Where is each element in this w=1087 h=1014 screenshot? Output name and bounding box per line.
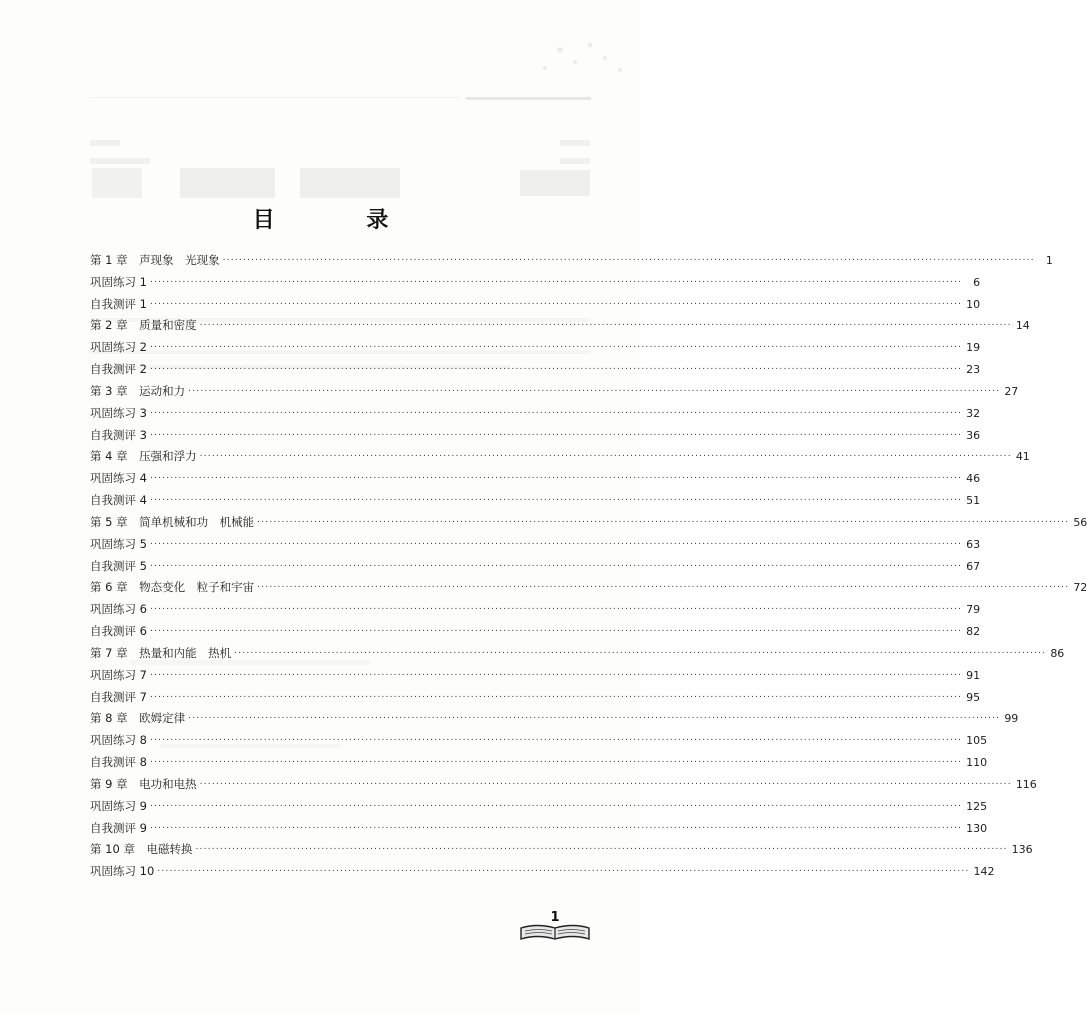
toc-entry-page: 36: [966, 428, 981, 442]
toc-entry: [90, 403, 981, 425]
dot-leader: ........................................................................................................................................................................................................: [149, 471, 963, 482]
dot-leader: ........................................................................................................................................................................................................: [188, 383, 1001, 394]
toc-entry: [90, 665, 981, 687]
toc-entry-page: 110: [966, 756, 988, 770]
dot-leader: ........................................................................................................................................................................................................: [149, 274, 963, 285]
toc-entry: [90, 643, 1065, 665]
toc-entry-title: 自我测评 5: [90, 558, 147, 573]
toc-entry-title: 自我测评 4: [90, 493, 147, 508]
toc-entry: [90, 687, 981, 709]
toc-entry-title: 巩固练习 6: [90, 602, 147, 617]
toc-entry-title: 自我测评 7: [90, 689, 147, 704]
dot-leader: ........................................................................................................................................................................................................: [199, 318, 1012, 329]
toc-entry-title: 第 7 章 热量和内能 热机: [90, 645, 232, 660]
toc-entry-page: 72: [1073, 581, 1087, 595]
toc-entry-page: 63: [966, 537, 981, 551]
dot-leader: ........................................................................................................................................................................................................: [257, 514, 1070, 525]
dot-leader: ........................................................................................................................................................................................................: [149, 296, 963, 307]
toc-entry: [90, 512, 1087, 534]
toc-entry: [90, 577, 1087, 599]
toc-entry-title: 自我测评 6: [90, 624, 147, 639]
toc-entry-title: 第 3 章 运动和力: [90, 383, 186, 398]
dot-leader: ........................................................................................................................................................................................................: [149, 798, 963, 809]
toc-entry: [90, 359, 981, 381]
toc-entry-title: 自我测评 3: [90, 427, 147, 442]
dot-leader: ........................................................................................................................................................................................................: [157, 864, 970, 875]
toc-entry: [90, 272, 981, 294]
toc-entry: [90, 490, 981, 512]
toc-entry-title: 第 8 章 欧姆定律: [90, 711, 186, 726]
dot-leader: ........................................................................................................................................................................................................: [149, 427, 963, 438]
dot-leader: ........................................................................................................................................................................................................: [149, 602, 963, 613]
page-title: 目 录: [252, 208, 431, 233]
open-book-icon: [519, 924, 591, 942]
toc-entry-page: 130: [966, 821, 988, 835]
toc-entry-page: 27: [1004, 384, 1019, 398]
toc-entry-page: 10: [966, 297, 981, 311]
dot-leader: ........................................................................................................................................................................................................: [199, 776, 1012, 787]
toc-entry-page: 19: [966, 341, 981, 355]
toc-entry-page: 67: [966, 559, 981, 573]
toc-entry-page: 23: [966, 363, 981, 377]
toc-entry: [90, 861, 995, 883]
toc-entry-title: 巩固练习 1: [90, 274, 147, 289]
toc-entry-title: 巩固练习 3: [90, 405, 147, 420]
toc-entry-title: 自我测评 9: [90, 820, 147, 835]
toc-entry-page: 51: [966, 494, 981, 508]
toc-entry-title: 第 1 章 声现象 光现象: [90, 253, 220, 267]
page-number-footer: [519, 910, 591, 940]
toc-entry: [90, 556, 981, 578]
toc-entry-title: 第 6 章 物态变化 粒子和宇宙: [90, 580, 255, 595]
dot-leader: ........................................................................................................................................................................................................: [257, 580, 1070, 591]
dot-leader: ........................................................................................................................................................................................................: [149, 536, 963, 547]
dot-leader: ........................................................................................................................................................................................................: [149, 624, 963, 635]
toc-entry: [90, 730, 988, 752]
toc-entry-page: 46: [966, 472, 981, 486]
toc-entry-page: 6: [973, 275, 981, 289]
toc-entry-page: 56: [1073, 515, 1087, 529]
toc-entry-page: 14: [1015, 319, 1030, 333]
dot-leader: ........................................................................................................................................................................................................: [149, 733, 963, 744]
toc-entry-page: 32: [966, 406, 981, 420]
dot-leader: ........................................................................................................................................................................................................: [149, 558, 963, 569]
dot-leader: ........................................................................................................................................................................................................: [195, 842, 1008, 853]
dot-leader: ........................................................................................................................................................................................................: [149, 362, 963, 373]
dot-leader: ........................................................................................................................................................................................................: [149, 689, 963, 700]
dot-leader: ........................................................................................................................................................................................................: [149, 493, 963, 504]
toc-entry-page: 1: [1045, 254, 1053, 267]
toc-entry-page: 99: [1004, 712, 1019, 726]
toc-entry: [90, 621, 981, 643]
toc-entry-title: 第 4 章 压强和浮力: [90, 449, 197, 464]
page-number: 1: [550, 910, 560, 925]
toc-entry-title: 自我测评 2: [90, 362, 147, 377]
toc-entry-page: 105: [966, 734, 988, 748]
toc-entry-title: 第 5 章 简单机械和功 机械能: [90, 514, 255, 529]
dot-leader: ........................................................................................................................................................................................................: [222, 253, 1035, 263]
toc-entry-page: 125: [966, 799, 988, 813]
toc-entry: [90, 381, 1019, 403]
toc-entry-page: 95: [966, 690, 981, 704]
toc-entry: [90, 839, 1033, 861]
toc-entry: [90, 250, 1053, 272]
toc-entry: [90, 468, 981, 490]
toc-entry: [90, 796, 988, 818]
toc-entry: [90, 752, 988, 774]
toc-entry-title: 自我测评 1: [90, 296, 147, 311]
toc-entry: [90, 315, 1030, 337]
toc-entry-title: 第 2 章 质量和密度: [90, 318, 197, 333]
toc-entry: [90, 294, 981, 316]
dot-leader: ........................................................................................................................................................................................................: [199, 449, 1012, 460]
toc-entry-page: 136: [1011, 843, 1033, 857]
toc-entry: [90, 337, 981, 359]
toc-entry-title: 巩固练习 5: [90, 536, 147, 551]
toc-entry-page: 82: [966, 625, 981, 639]
dot-leader: ........................................................................................................................................................................................................: [234, 645, 1047, 656]
toc-entry-title: 自我测评 8: [90, 755, 147, 770]
table-of-contents: [90, 250, 1087, 883]
toc-entry-title: 巩固练习 4: [90, 471, 147, 486]
toc-entry: [90, 818, 988, 840]
dot-leader: ........................................................................................................................................................................................................: [149, 405, 963, 416]
toc-entry-page: 86: [1050, 646, 1065, 660]
toc-entry-title: 巩固练习 10: [90, 864, 155, 879]
toc-entry-page: 79: [966, 603, 981, 617]
dot-leader: ........................................................................................................................................................................................................: [149, 755, 963, 766]
toc-entry: [90, 534, 981, 556]
toc-entry-title: 巩固练习 9: [90, 798, 147, 813]
toc-entry: [90, 774, 1037, 796]
toc-entry-page: 41: [1015, 450, 1030, 464]
toc-entry-page: 91: [966, 668, 981, 682]
toc-entry: [90, 708, 1019, 730]
toc-entry: [90, 425, 981, 447]
toc-entry-title: 巩固练习 8: [90, 733, 147, 748]
toc-entry-page: 142: [973, 865, 995, 879]
toc-entry: [90, 599, 981, 621]
dot-leader: ........................................................................................................................................................................................................: [149, 340, 963, 351]
toc-entry-title: 第 10 章 电磁转换: [90, 842, 193, 857]
dot-leader: ........................................................................................................................................................................................................: [188, 711, 1001, 722]
dot-leader: ........................................................................................................................................................................................................: [149, 820, 963, 831]
toc-entry-title: 巩固练习 2: [90, 340, 147, 355]
toc-entry-title: 第 9 章 电功和电热: [90, 776, 197, 791]
dot-leader: ........................................................................................................................................................................................................: [149, 667, 963, 678]
toc-entry-page: 116: [1015, 777, 1037, 791]
toc-entry-title: 巩固练习 7: [90, 667, 147, 682]
toc-entry: [90, 446, 1030, 468]
